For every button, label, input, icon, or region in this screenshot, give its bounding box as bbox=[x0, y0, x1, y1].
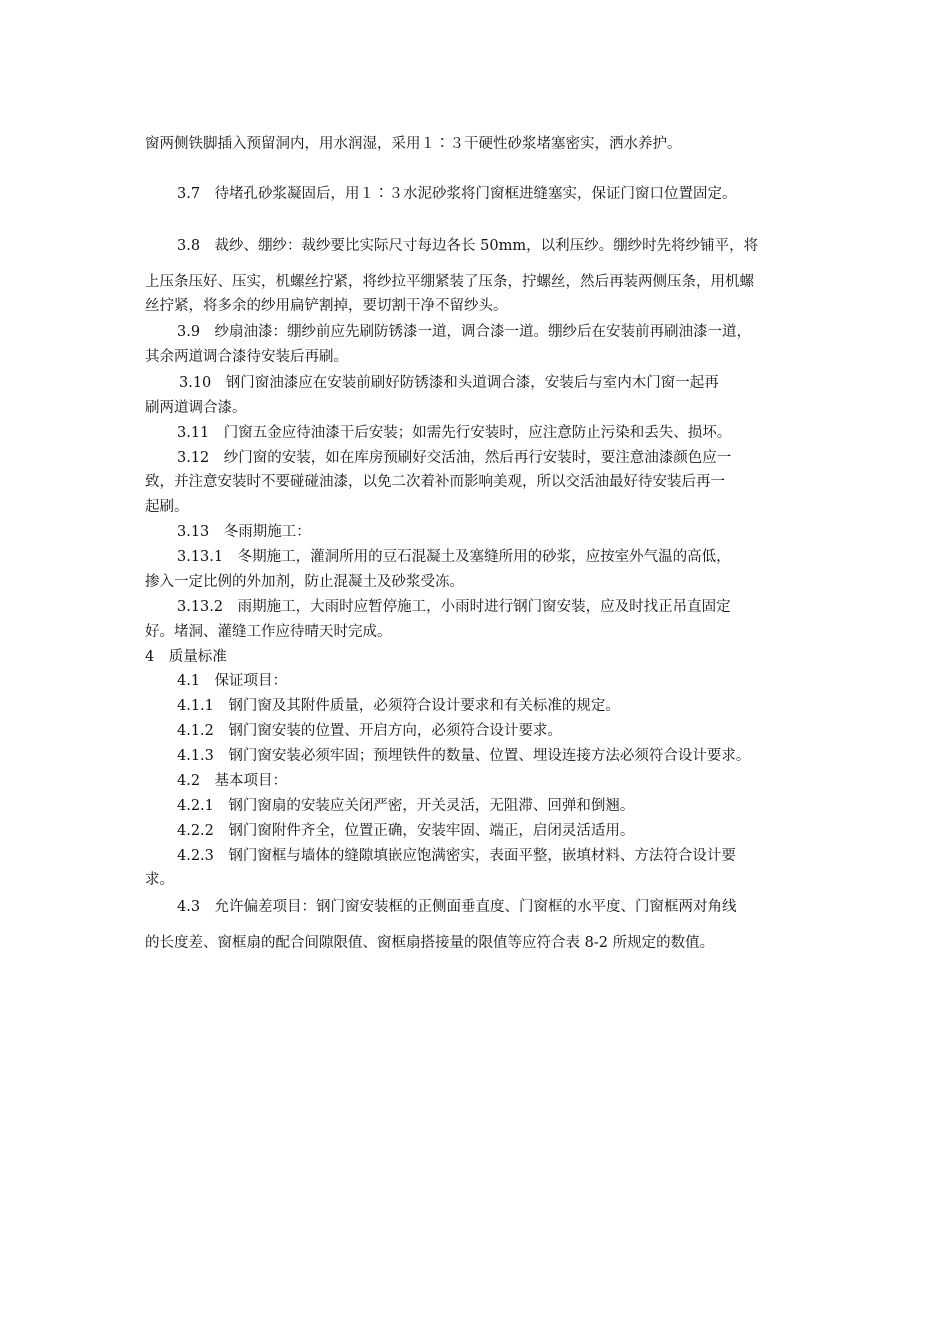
text-line: 窗两侧铁脚插入预留洞内，用水润湿，采用１∶３干硬性砂浆堵塞密实，洒水养护。 bbox=[145, 136, 682, 152]
text-line: 致，并注意安装时不要碰碰油漆，以免二次着补而影响美观，所以交活油最好待安装后再一 bbox=[145, 474, 725, 490]
text-line: 丝拧紧，将多余的纱用扁铲割掉，要切割干净不留纱头。 bbox=[145, 298, 508, 314]
text-line: 3.7 待堵孔砂浆凝固后，用１∶３水泥砂浆将门窗框进缝塞实，保证门窗口位置固定。 bbox=[177, 186, 737, 202]
text-line: 3.12 纱门窗的安装，如在库房预刷好交活油，然后再行安装时，要注意油漆颜色应一 bbox=[177, 450, 732, 466]
text-line: 好。堵洞、灌缝工作应待晴天时完成。 bbox=[145, 624, 392, 640]
text-line: 4.1.3 钢门窗安装必须牢固；预埋铁件的数量、位置、埋设连接方法必须符合设计要求。 bbox=[177, 748, 751, 764]
text-line: 3.9 纱扇油漆：绷纱前应先刷防锈漆一道，调合漆一道。绷纱后在安装前再刷油漆一道， bbox=[177, 324, 752, 340]
text-line: 3.8 裁纱、绷纱：裁纱要比实际尺寸每边各长 50mm，以利压纱。绷纱时先将纱铺平，将 bbox=[177, 238, 759, 254]
text-line: 3.13.1 冬期施工，灌洞所用的豆石混凝土及塞缝所用的砂浆，应按室外气温的高低， bbox=[177, 549, 731, 565]
text-line: 掺入一定比例的外加剂，防止混凝土及砂浆受冻。 bbox=[145, 574, 464, 590]
text-line: 上压条压好、压实，机螺丝拧紧，将纱拉平绷紧装了压条，拧螺丝，然后再装两侧压条，用机螺 bbox=[145, 274, 754, 290]
text-line: 3.13 冬雨期施工： bbox=[177, 524, 311, 540]
text-line: 4.2.3 钢门窗框与墙体的缝隙填嵌应饱满密实，表面平整，嵌填材料、方法符合设计要 bbox=[177, 848, 736, 864]
text-line: 3.10 钢门窗油漆应在安装前刷好防锈漆和头道调合漆，安装后与室内木门窗一起再 bbox=[179, 375, 719, 391]
text-line: 刷两道调合漆。 bbox=[145, 400, 247, 416]
text-line: 4.1.1 钢门窗及其附件质量，必须符合设计要求和有关标准的规定。 bbox=[177, 698, 620, 714]
section-heading: 4 质量标准 bbox=[145, 649, 227, 665]
text-line: 求。 bbox=[145, 872, 174, 888]
text-line: 4.3 允许偏差项目：钢门窗安装框的正侧面垂直度、门窗框的水平度、门窗框两对角线 bbox=[177, 899, 737, 915]
text-line: 3.13.2 雨期施工，大雨时应暂停施工，小雨时进行钢门窗安装，应及时找正吊直固定 bbox=[177, 599, 731, 615]
text-line: 4.2.1 钢门窗扇的安装应关闭严密，开关灵活，无阻滞、回弹和倒翘。 bbox=[177, 798, 635, 814]
text-line: 的长度差、窗框扇的配合间隙限值、窗框扇搭接量的限值等应符合表 8-2 所规定的数值。 bbox=[145, 935, 715, 951]
text-line: 4.2 基本项目： bbox=[177, 773, 288, 789]
text-line: 起刷。 bbox=[145, 499, 189, 515]
text-line: 4.1 保证项目： bbox=[177, 673, 288, 689]
text-line: 4.2.2 钢门窗附件齐全，位置正确，安装牢固、端正，启闭灵活适用。 bbox=[177, 823, 635, 839]
text-line: 其余两道调合漆待安装后再刷。 bbox=[145, 349, 348, 365]
text-line: 4.1.2 钢门窗安装的位置、开启方向，必须符合设计要求。 bbox=[177, 723, 562, 739]
text-line: 3.11 门窗五金应待油漆干后安装；如需先行安装时，应注意防止污染和丢失、损坏。 bbox=[177, 425, 732, 441]
